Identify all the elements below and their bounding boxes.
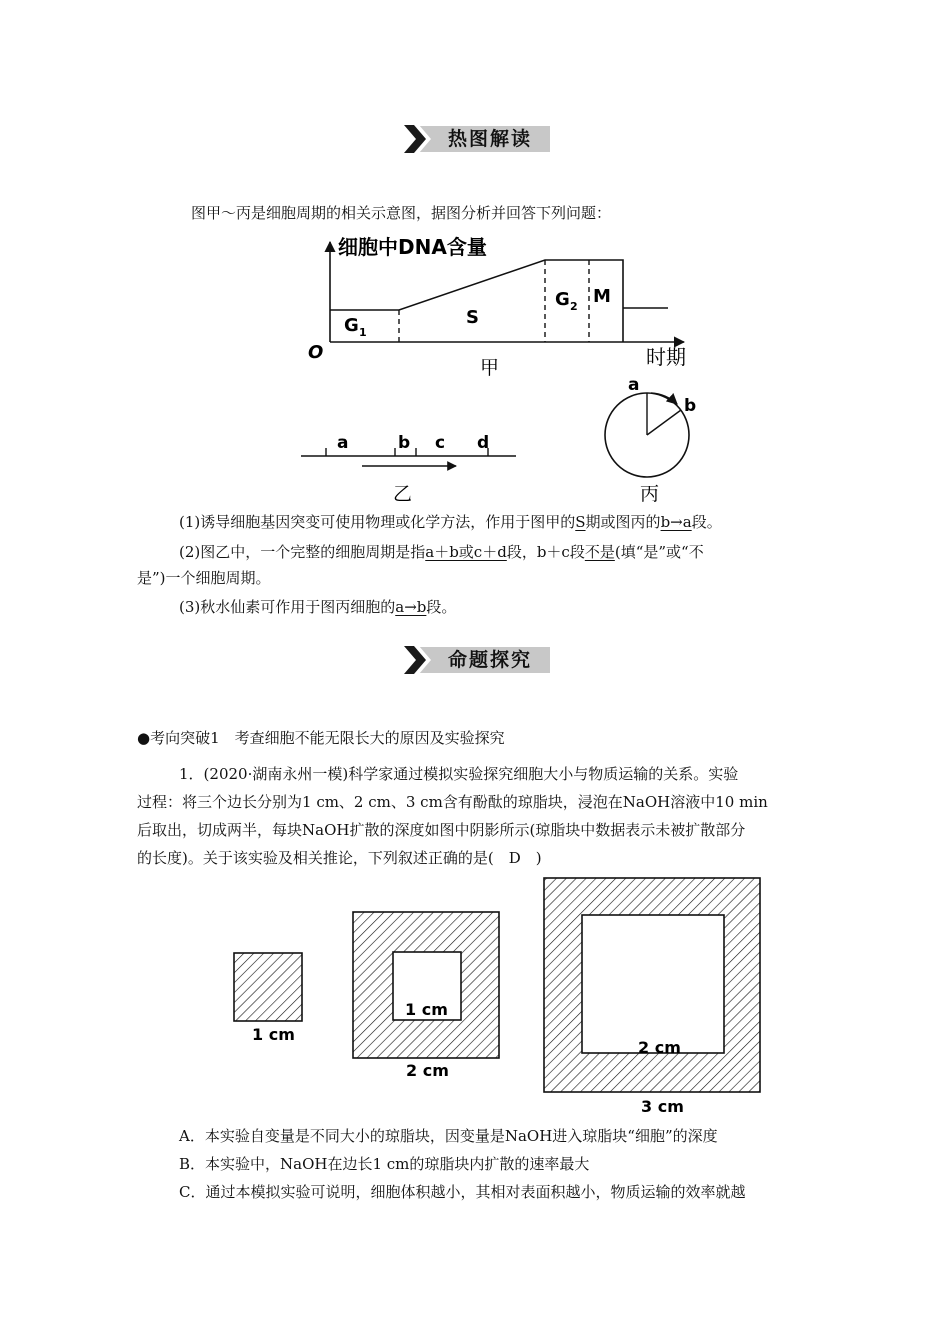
caption-yi: 乙 xyxy=(393,483,413,505)
option-c: C．通过本模拟实验可说明，细胞体积越小，其相对表面积越小，物质运输的效率就越 xyxy=(179,1183,746,1201)
answer-2a: a＋b或c＋d xyxy=(425,543,507,561)
section-title: 热图解读 xyxy=(447,128,532,150)
label-3cm: 3 cm xyxy=(641,1097,684,1116)
section-title: 命题探究 xyxy=(447,649,532,671)
caption-bing: 丙 xyxy=(640,483,660,505)
answer-3a: a→b xyxy=(395,598,427,616)
inner-label-1cm: 1 cm xyxy=(405,1000,448,1019)
figure-jia xyxy=(308,235,686,379)
yi-label-b: b xyxy=(398,433,411,453)
caption-jia: 甲 xyxy=(480,357,500,379)
answer-2b: 不是 xyxy=(584,543,615,561)
yi-label-a: a xyxy=(337,433,349,453)
option-a: A．本实验自变量是不同大小的琼脂块，因变量是NaOH进入琼脂块“细胞”的深度 xyxy=(179,1127,718,1145)
yi-label-d: d xyxy=(477,433,490,453)
breakthrough-heading: ●考向突破1 考查细胞不能无限长大的原因及实验探究 xyxy=(137,729,505,747)
problem-1-line2: 过程：将三个边长分别为1 cm、2 cm、3 cm含有酚酞的琼脂块，浸泡在NaOH溶液中10 min xyxy=(137,793,768,811)
label-1cm: 1 cm xyxy=(252,1025,295,1044)
block-1cm xyxy=(234,953,302,1044)
phase-g2-subscript: 2 xyxy=(570,300,578,313)
question-2-line2: 是”)一个细胞周期。 xyxy=(137,569,271,587)
problem-1-line4: 的长度)。关于该实验及相关推论，下列叙述正确的是( D ) xyxy=(137,849,542,867)
phase-g2-label: G xyxy=(555,289,570,310)
option-b: B．本实验中，NaOH在边长1 cm的琼脂块内扩散的速率最大 xyxy=(179,1155,590,1173)
figure-bing xyxy=(605,375,696,505)
label-2cm: 2 cm xyxy=(406,1061,449,1080)
chevron-right-icon xyxy=(402,645,432,675)
y-axis-label: 细胞中DNA含量 xyxy=(338,235,487,259)
block-2cm xyxy=(353,912,499,1080)
x-axis-label: 时期 xyxy=(646,345,686,369)
bing-label-a: a xyxy=(628,375,640,395)
phase-g1-subscript: 1 xyxy=(359,326,367,339)
intro-text: 图甲～丙是细胞周期的相关示意图，据图分析并回答下列问题： xyxy=(191,204,612,222)
problem-1-line1: 1．(2020·湖南永州一模)科学家通过模拟实验探究细胞大小与物质运输的关系。实验 xyxy=(179,765,739,783)
inner-label-2cm: 2 cm xyxy=(638,1038,681,1057)
agar-blocks-figure xyxy=(0,870,950,1120)
problem-1-line3: 后取出，切成两半，每块NaOH扩散的深度如图中阴影所示(琼脂块中数据表示未被扩散部分 xyxy=(137,821,746,839)
answer-1b: b→a xyxy=(660,513,692,531)
phase-m-label: M xyxy=(593,286,611,307)
cell-cycle-figures xyxy=(0,0,950,520)
phase-s-label: S xyxy=(466,307,479,328)
question-3: (3)秋水仙素可作用于图丙细胞的a→b段。 xyxy=(179,598,457,616)
figure-yi xyxy=(301,433,516,505)
block-3cm xyxy=(544,878,760,1116)
origin-label: O xyxy=(308,342,324,363)
yi-label-c: c xyxy=(435,433,446,453)
phase-g1-label: G xyxy=(344,315,359,336)
bing-label-b: b xyxy=(684,396,697,416)
question-2: (2)图乙中，一个完整的细胞周期是指a＋b或c＋d段，b＋c段不是(填“是”或“不 xyxy=(179,543,704,561)
question-1: (1)诱导细胞基因突变可使用物理或化学方法，作用于图甲的S期或图丙的b→a段。 xyxy=(179,513,722,531)
section-banner-exploration xyxy=(402,645,550,675)
answer-1a: S xyxy=(575,513,586,531)
